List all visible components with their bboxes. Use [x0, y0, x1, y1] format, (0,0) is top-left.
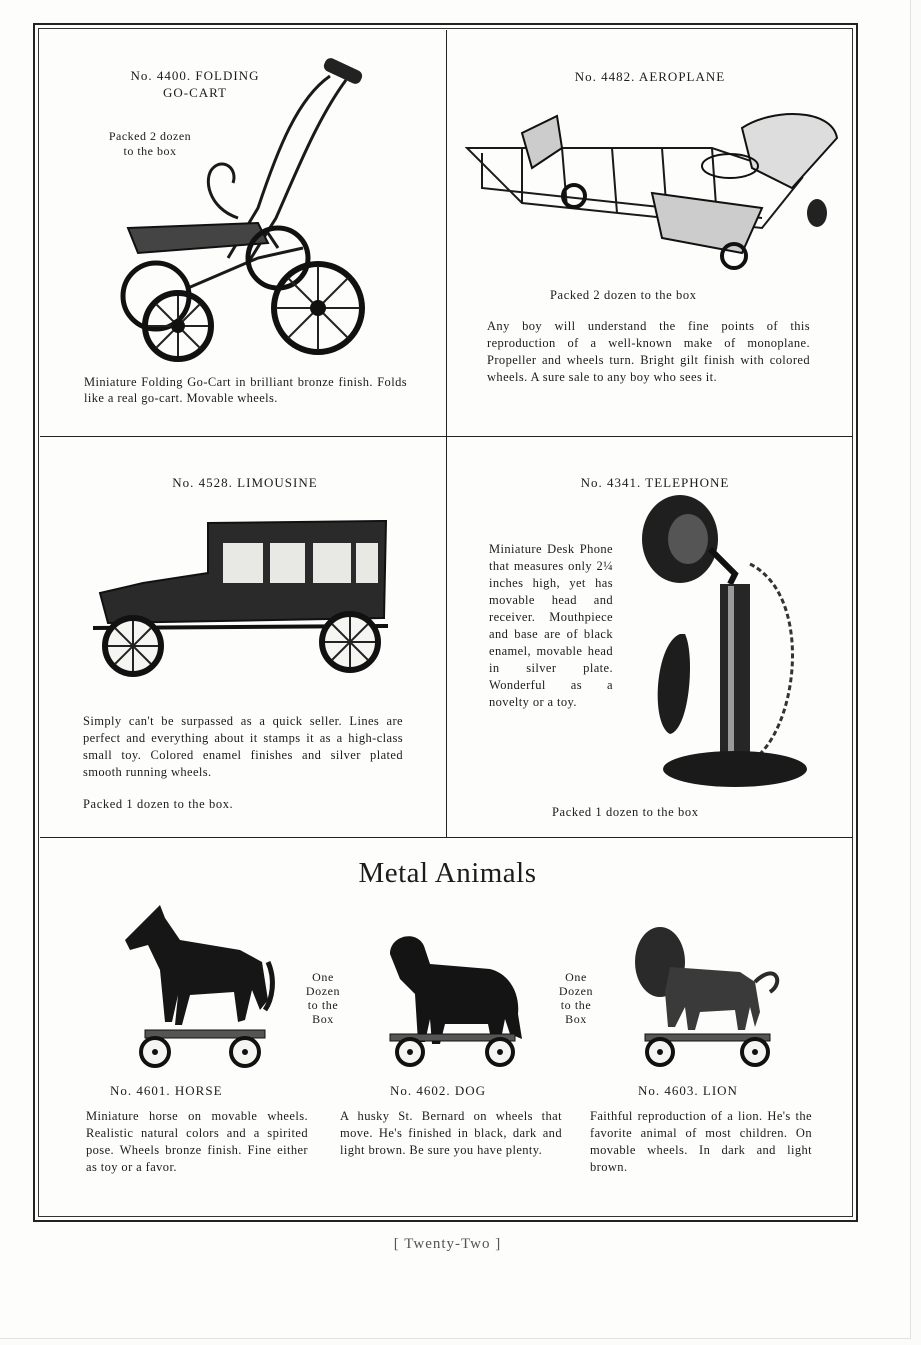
divider-row2: [40, 837, 853, 838]
dozen-left-line4: Box: [312, 1012, 334, 1026]
dozen-right-line1: One: [565, 970, 587, 984]
divider-col-top: [446, 30, 447, 436]
lion-illustration: [630, 912, 780, 1072]
page-number-footer: [ Twenty-Two ]: [393, 1236, 502, 1252]
aeroplane-packed: Packed 2 dozen to the box: [550, 288, 697, 302]
lion-description: Faithful reproduction of a lion. He's the favorite animal of most children. On movable wheels. In dark and light brown.: [590, 1109, 812, 1174]
dozen-left-line2: Dozen: [305, 984, 341, 998]
gocart-title-line1: No. 4400. FOLDING: [130, 68, 260, 83]
dozen-right-line2: Dozen: [558, 984, 594, 998]
horse-description: Miniature horse on movable wheels. Realistic natural colors and a spirited pose. Wheels bronze finish. Fine either as toy or a favor.: [86, 1109, 308, 1174]
telephone-title: No. 4341. TELEPHONE: [580, 475, 730, 490]
telephone-description: Miniature Desk Phone that measures only 2¼ inches high, yet has movable head and receiver. Mouthpiece and base are of black enamel, movable head in silver plate. Wonderful as a novelty or a toy.: [489, 542, 613, 709]
aeroplane-illustration: [462, 108, 842, 278]
dozen-right-line4: Box: [565, 1012, 587, 1026]
dozen-left-line3: to the: [307, 998, 339, 1012]
limousine-description: Simply can't be surpassed as a quick seller. Lines are perfect and everything about it stamps it as a high-class small toy. Colored enamel finishes and silver plated smooth running wheels.: [83, 714, 403, 779]
limousine-title: No. 4528. LIMOUSINE: [172, 475, 318, 490]
dog-title: No. 4602. DOG: [390, 1083, 487, 1098]
gocart-description: Miniature Folding Go-Cart in brilliant bronze finish. Folds like a real go-cart. Movable wheels.: [84, 375, 407, 405]
horse-title: No. 4601. HORSE: [110, 1083, 223, 1098]
dog-description: A husky St. Bernard on wheels that move. He's finished in black, dark and light brown. Be sure you have plenty.: [340, 1109, 562, 1157]
divider-col-mid: [446, 436, 447, 837]
telephone-illustration: [640, 494, 815, 794]
telephone-packed: Packed 1 dozen to the box: [552, 805, 699, 819]
gocart-packed-line1: Packed 2 dozen: [108, 129, 192, 143]
metal-animals-heading: Metal Animals: [358, 857, 537, 889]
gocart-packed-line2: to the box: [123, 144, 177, 158]
limousine-illustration: [88, 518, 390, 682]
aeroplane-title: No. 4482. AEROPLANE: [574, 69, 726, 84]
dozen-note-left: [292, 970, 354, 1026]
lion-title: No. 4603. LION: [638, 1083, 738, 1098]
aeroplane-description: Any boy will understand the fine points of this reproduction of a well-known make of monoplane. Propeller and wheels turn. Bright gilt finish with colored wheels. A sure sale to any boy who sees it.: [487, 319, 810, 384]
dozen-left-line1: One: [312, 970, 334, 984]
dozen-right-line3: to the: [560, 998, 592, 1012]
horse-illustration: [120, 900, 280, 1072]
limousine-packed: Packed 1 dozen to the box.: [83, 797, 234, 811]
gocart-illustration: [108, 58, 398, 368]
dozen-note-right: [545, 970, 607, 1026]
dog-illustration: [370, 924, 530, 1072]
gocart-title-line2: GO-CART: [163, 85, 227, 100]
